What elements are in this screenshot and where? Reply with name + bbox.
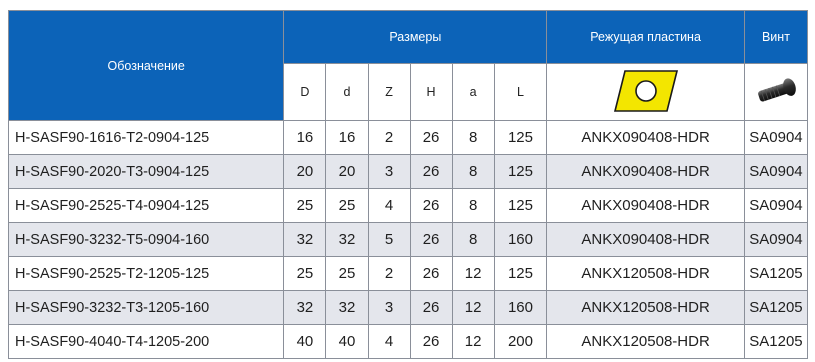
table-row xyxy=(9,325,808,359)
dim-d-cell: 32 xyxy=(326,223,368,257)
dim-a-cell: 8 xyxy=(452,155,494,189)
dim-D-cell: 40 xyxy=(284,325,326,359)
screw-code-cell: SA0904 xyxy=(744,155,807,189)
spec-table xyxy=(8,10,808,359)
table-row xyxy=(9,257,808,291)
screw-icon xyxy=(752,71,800,111)
table-row xyxy=(9,291,808,325)
dim-header-H: H xyxy=(410,64,452,121)
screw-code-cell: SA0904 xyxy=(744,189,807,223)
insert-code-cell: ANKX090408-HDR xyxy=(547,155,745,189)
screw-code-cell: SA1205 xyxy=(744,325,807,359)
table-row xyxy=(9,155,808,189)
table-row xyxy=(9,121,808,155)
designation-cell: H-SASF90-1616-T2-0904-125 xyxy=(9,121,284,155)
dim-L-cell: 125 xyxy=(494,155,547,189)
dim-header-a: a xyxy=(452,64,494,121)
designation-cell: H-SASF90-4040-T4-1205-200 xyxy=(9,325,284,359)
screw-code-cell: SA0904 xyxy=(744,121,807,155)
screw-code-cell: SA0904 xyxy=(744,223,807,257)
dim-d-cell: 20 xyxy=(326,155,368,189)
insert-code-cell: ANKX120508-HDR xyxy=(547,291,745,325)
dim-header-Z: Z xyxy=(368,64,410,121)
dim-D-cell: 25 xyxy=(284,189,326,223)
dim-a-cell: 8 xyxy=(452,121,494,155)
dim-a-cell: 12 xyxy=(452,257,494,291)
designation-cell: H-SASF90-3232-T5-0904-160 xyxy=(9,223,284,257)
dim-L-cell: 160 xyxy=(494,291,547,325)
dim-D-cell: 20 xyxy=(284,155,326,189)
dim-L-cell: 125 xyxy=(494,257,547,291)
screw-code-cell: SA1205 xyxy=(744,257,807,291)
insert-icon xyxy=(611,67,681,115)
designation-cell: H-SASF90-2525-T2-1205-125 xyxy=(9,257,284,291)
insert-image-cell xyxy=(547,64,745,121)
screw-code-cell: SA1205 xyxy=(744,291,807,325)
dim-a-cell: 8 xyxy=(452,223,494,257)
dim-H-cell: 26 xyxy=(410,121,452,155)
table-row xyxy=(9,223,808,257)
insert-code-cell: ANKX090408-HDR xyxy=(547,189,745,223)
dim-d-cell: 25 xyxy=(326,189,368,223)
dim-H-cell: 26 xyxy=(410,291,452,325)
dim-Z-cell: 3 xyxy=(368,291,410,325)
dim-H-cell: 26 xyxy=(410,155,452,189)
dim-L-cell: 160 xyxy=(494,223,547,257)
dimensions-header: Размеры xyxy=(284,11,547,64)
designation-header: Обозначение xyxy=(9,11,284,121)
screw-image-cell xyxy=(744,64,807,121)
dim-H-cell: 26 xyxy=(410,257,452,291)
dim-D-cell: 32 xyxy=(284,291,326,325)
dim-a-cell: 8 xyxy=(452,189,494,223)
dim-L-cell: 200 xyxy=(494,325,547,359)
table-row xyxy=(9,189,808,223)
dim-header-L: L xyxy=(494,64,547,121)
dim-a-cell: 12 xyxy=(452,325,494,359)
dim-Z-cell: 3 xyxy=(368,155,410,189)
designation-cell: H-SASF90-2525-T4-0904-125 xyxy=(9,189,284,223)
dim-header-D: D xyxy=(284,64,326,121)
dim-Z-cell: 4 xyxy=(368,189,410,223)
dim-a-cell: 12 xyxy=(452,291,494,325)
dim-H-cell: 26 xyxy=(410,189,452,223)
dim-Z-cell: 2 xyxy=(368,121,410,155)
insert-code-cell: ANKX120508-HDR xyxy=(547,325,745,359)
dim-L-cell: 125 xyxy=(494,121,547,155)
dim-Z-cell: 2 xyxy=(368,257,410,291)
dim-H-cell: 26 xyxy=(410,325,452,359)
dim-header-d: d xyxy=(326,64,368,121)
dim-Z-cell: 5 xyxy=(368,223,410,257)
dim-d-cell: 40 xyxy=(326,325,368,359)
insert-code-cell: ANKX120508-HDR xyxy=(547,257,745,291)
insert-code-cell: ANKX090408-HDR xyxy=(547,223,745,257)
dim-L-cell: 125 xyxy=(494,189,547,223)
insert-code-cell: ANKX090408-HDR xyxy=(547,121,745,155)
designation-cell: H-SASF90-2020-T3-0904-125 xyxy=(9,155,284,189)
dim-d-cell: 32 xyxy=(326,291,368,325)
insert-header: Режущая пластина xyxy=(547,11,745,64)
dim-D-cell: 25 xyxy=(284,257,326,291)
designation-cell: H-SASF90-3232-T3-1205-160 xyxy=(9,291,284,325)
dim-Z-cell: 4 xyxy=(368,325,410,359)
screw-header: Винт xyxy=(744,11,807,64)
dim-D-cell: 32 xyxy=(284,223,326,257)
dim-d-cell: 16 xyxy=(326,121,368,155)
dim-d-cell: 25 xyxy=(326,257,368,291)
dim-H-cell: 26 xyxy=(410,223,452,257)
dim-D-cell: 16 xyxy=(284,121,326,155)
